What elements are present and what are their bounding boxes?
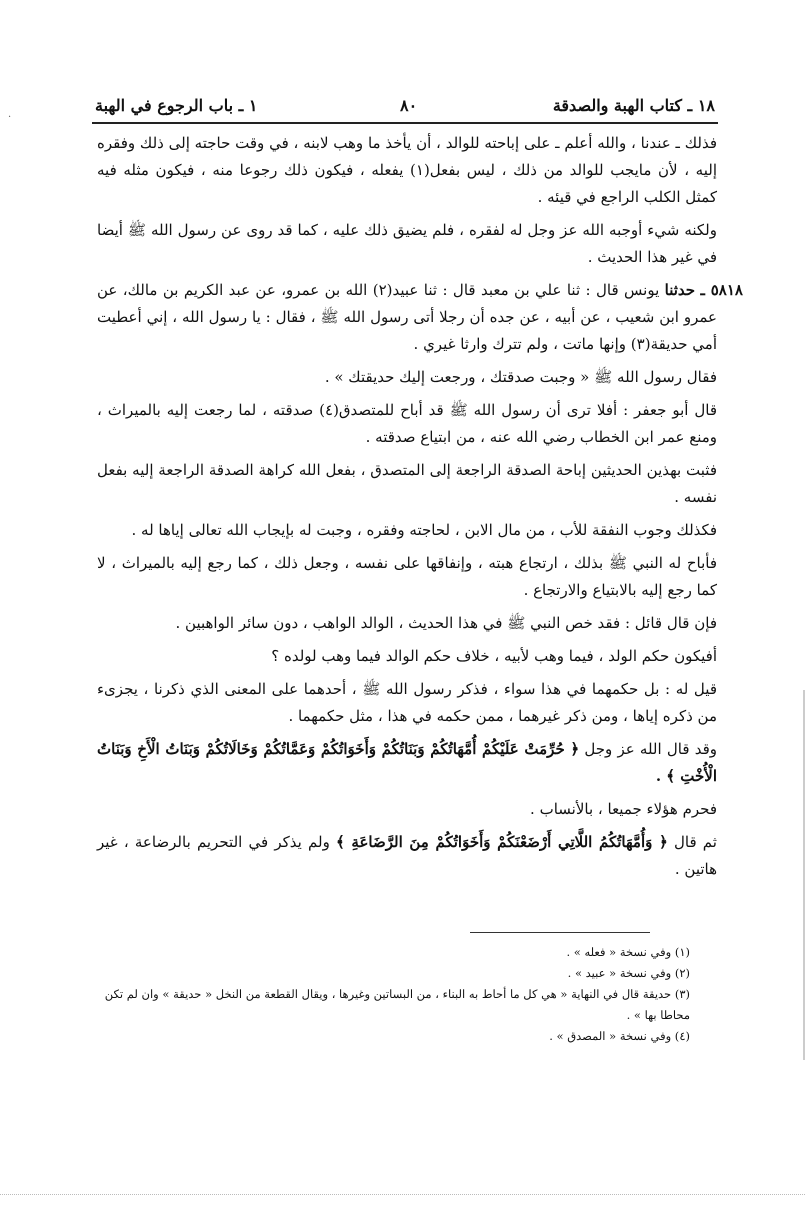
scan-bottom-edge (0, 1194, 805, 1195)
paragraph-14-rest: ولم يذكر في التحريم بالرضاعة ، غير هاتين . (97, 833, 717, 878)
quran-verse-2: ﴿ وَأُمَّهَاتُكُمُ اللَّاتِي أَرْضَعْنَكُمْ وَأَخَوَاتُكُمْ مِنَ الرَّضَاعَةِ ﴾ (336, 833, 668, 851)
quran-verse-1: ﴿ حُرِّمَتْ عَلَيْكُمْ أُمَّهَاتُكُمْ وَبَنَاتُكُمْ وَأَخَوَاتُكُمْ وَعَمَّاتُكُمْ وَخَالَاتُكُمْ وَبَنَاتُ الْأَخِ وَبَنَاتُ الْأُخْتِ ﴾ . (97, 740, 717, 785)
hadith-number: ٥٨١٨ ـ (700, 281, 743, 299)
footnote-3: (٣) حديقة قال في النهاية « هي كل ما أحاط به البناء ، من البساتين وغيرها ، ويقال القطعة من النخل « حديقة » وان لم تكن محاطا بها » . (104, 987, 690, 1022)
margin-mark: · (8, 112, 12, 123)
footnote-rule (470, 932, 650, 933)
paragraph-14 (97, 829, 717, 883)
verse-intro: وقد قال الله عز وجل (584, 740, 717, 758)
paragraph-2: ولكنه شيء أوجبه الله عز وجل له لفقره ، فلم يضيق ذلك عليه ، كما قد روى عن رسول الله ﷺ أيضا في غير هذا الحديث . (97, 221, 717, 266)
paragraph-5: قال أبو جعفر : أفلا ترى أن رسول الله ﷺ قد أباح للمتصدق(٤) صدقته ، لما رجعت إليه بالميراث ، ومنع عمر ابن الخطاب رضي الله عنه ، من ابتياع صدقته . (97, 401, 717, 446)
footnote-4: (٤) وفي نسخة « المصدق » . (549, 1029, 690, 1043)
page-number: ٨٠ (400, 96, 418, 115)
section-title: ١ ـ باب الرجوع في الهبة (95, 96, 258, 115)
paragraph-1: فذلك ـ عندنا ، والله أعلم ـ على إباحته للوالد ، أن يأخذ ما وهب لابنه ، في وقت حاجته إلى ذلك وفقره إليه ، لأن مايجب للوالد من ذلك ، ليس بفعل(١) يفعله ، فيكون ذلك رجوعا منه ، فيكون مثله فيه كمثل الكلب الراجع في قيئه . (97, 134, 717, 206)
footnote-2: (٢) وفي نسخة « عبيد » . (567, 966, 690, 980)
paragraph-4: فقال رسول الله ﷺ « وجبت صدقتك ، ورجعت إليك حديقتك » . (324, 368, 717, 386)
paragraph-7: فكذلك وجوب النفقة للأب ، من مال الابن ، لحاجته وفقره ، وجبت له بإيجاب الله تعالى إياها له . (131, 521, 717, 539)
paragraph-11: قيل له : بل حكمهما في هذا سواء ، فذكر رسول الله ﷺ ، أحدهما على المعنى الذي ذكرنا ، يجزىء من ذكره إياها ، ومن ذكر غيرهما ، ممن حكمه في هذا ، مثل حكمهما . (97, 680, 717, 725)
verse-intro-2: ثم قال (673, 833, 717, 851)
paragraph-13: فحرم هؤلاء جميعا ، بالأنساب . (530, 800, 717, 818)
footnotes (100, 942, 690, 1047)
hadith-5818 (97, 277, 743, 358)
paragraph-8: فأباح له النبي ﷺ بذلك ، ارتجاع هبته ، وإنفاقها على نفسه ، وجعل ذلك ، كما رجع إليه بالميراث ، لا كما رجع إليه بالابتياع والارتجاع . (97, 554, 717, 599)
page-body (97, 130, 743, 889)
hadith-text: يونس قال : ثنا علي بن معبد قال : ثنا عبيد(٢) الله بن عمرو، عن عبد الكريم بن مالك، عن عمرو ابن شعيب ، عن أبيه ، عن جده أن رجلا أتى رسول الله ﷺ ، فقال : يا رسول الله ، إني أعطيت أمي حديقة(٣) وإنها ماتت ، ولم تترك وارثا غيري . (97, 281, 717, 353)
paragraph-9: فإن قال قائل : فقد خص النبي ﷺ في هذا الحديث ، الوالد الواهب ، دون سائر الواهبين . (175, 614, 717, 632)
page-header (95, 92, 715, 120)
footnote-1: (١) وفي نسخة « فعله » . (566, 945, 690, 959)
paragraph-10: أفيكون حكم الولد ، فيما وهب لأبيه ، خلاف حكم الوالد فيما وهب لولده ؟ (271, 647, 717, 665)
chapter-title: ١٨ ـ كتاب الهبة والصدقة (552, 96, 715, 115)
paragraph-12 (97, 736, 717, 790)
header-rule (92, 122, 718, 124)
hadith-lead-word: حدثنا (664, 281, 696, 299)
paragraph-6: فثبت بهذين الحديثين إباحة الصدقة الراجعة إلى المتصدق ، بفعل الله كراهة الصدقة الراجعة إليه بفعل نفسه . (97, 461, 717, 506)
